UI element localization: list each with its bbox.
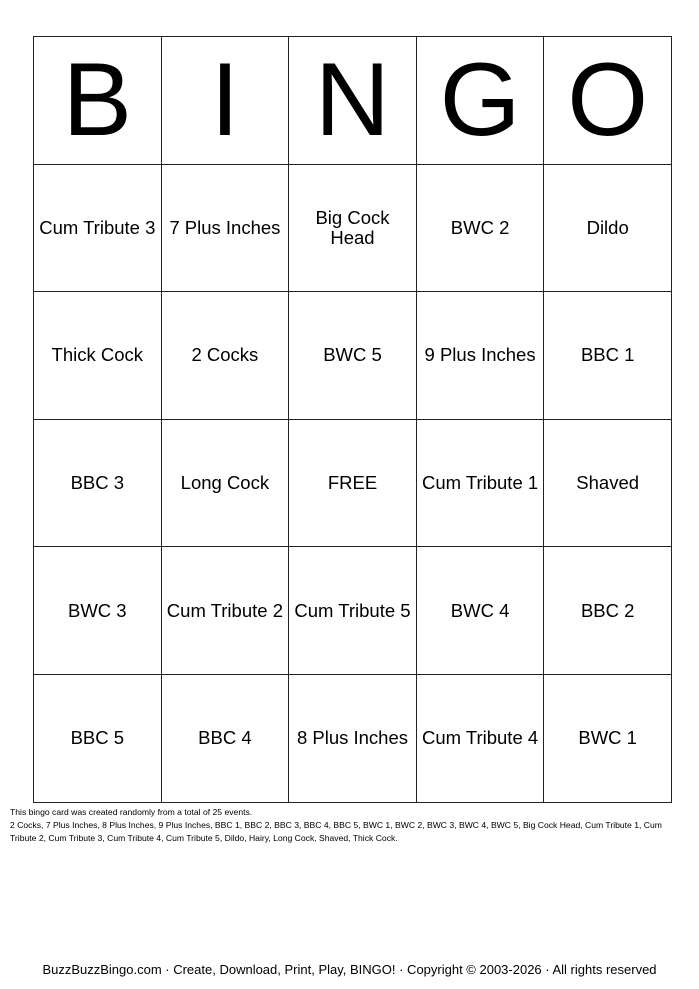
card-cell: Long Cock bbox=[161, 419, 289, 547]
card-row bbox=[34, 292, 672, 420]
card-cell bbox=[289, 164, 417, 292]
card-cell: 9 Plus Inches bbox=[416, 292, 544, 420]
header-row bbox=[34, 37, 672, 165]
card-cell: BBC 1 bbox=[544, 292, 672, 420]
card-cell: Shaved bbox=[544, 419, 672, 547]
card-description-intro: This bingo card was created randomly from a total of 25 events. bbox=[10, 807, 253, 817]
card-cell: BWC 4 bbox=[416, 547, 544, 675]
card-cell: Cum Tribute 1 bbox=[416, 419, 544, 547]
card-cell: BWC 1 bbox=[544, 674, 672, 802]
page-footer: BuzzBuzzBingo.com · Create, Download, Print, Play, BINGO! · Copyright © 2003-2026 · All rights reserved bbox=[42, 962, 657, 977]
card-cell: BWC 5 bbox=[289, 292, 417, 420]
card-cell: BBC 3 bbox=[34, 419, 162, 547]
card-cell: Cum Tribute 3 bbox=[34, 164, 162, 292]
header-letter-b: B bbox=[34, 37, 162, 165]
card-cell: Thick Cock bbox=[34, 292, 162, 420]
free-space-cell: FREE bbox=[289, 419, 417, 547]
card-cell: Cum Tribute 4 bbox=[416, 674, 544, 802]
header-letter-g: G bbox=[416, 37, 544, 165]
header-letter-o: O bbox=[544, 37, 672, 165]
card-cell: 2 Cocks bbox=[161, 292, 289, 420]
bingo-card bbox=[33, 36, 672, 803]
card-row bbox=[34, 419, 672, 547]
header-letter-i: I bbox=[161, 37, 289, 165]
header-letter-n: N bbox=[289, 37, 417, 165]
card-cell: BBC 2 bbox=[544, 547, 672, 675]
card-cell-text: Big Cock Head bbox=[315, 206, 390, 248]
card-cell: BBC 5 bbox=[34, 674, 162, 802]
card-description bbox=[10, 806, 672, 845]
card-cell: Dildo bbox=[544, 164, 672, 292]
card-cell: Cum Tribute 5 bbox=[289, 547, 417, 675]
card-row bbox=[34, 164, 672, 292]
card-cell: BWC 2 bbox=[416, 164, 544, 292]
card-cell: BBC 4 bbox=[161, 674, 289, 802]
card-cell: 8 Plus Inches bbox=[289, 674, 417, 802]
card-cell: BWC 3 bbox=[34, 547, 162, 675]
card-cell: 7 Plus Inches bbox=[161, 164, 289, 292]
card-event-list: 2 Cocks, 7 Plus Inches, 8 Plus Inches, 9 Plus Inches, BBC 1, BBC 2, BBC 3, BBC 4, BBC 5, BWC 1, BWC 2, BWC 3, BWC 4, BWC 5, Big Cock Head, Cum Tribute 1, Cum Tribute 2, Cum Tribute 3, Cum Tribute 4, Cum Tribute 5, Dildo, Hairy, Long Cock, Shaved, Thick Cock. bbox=[10, 820, 662, 843]
card-row bbox=[34, 547, 672, 675]
card-cell: Cum Tribute 2 bbox=[161, 547, 289, 675]
card-row bbox=[34, 674, 672, 802]
